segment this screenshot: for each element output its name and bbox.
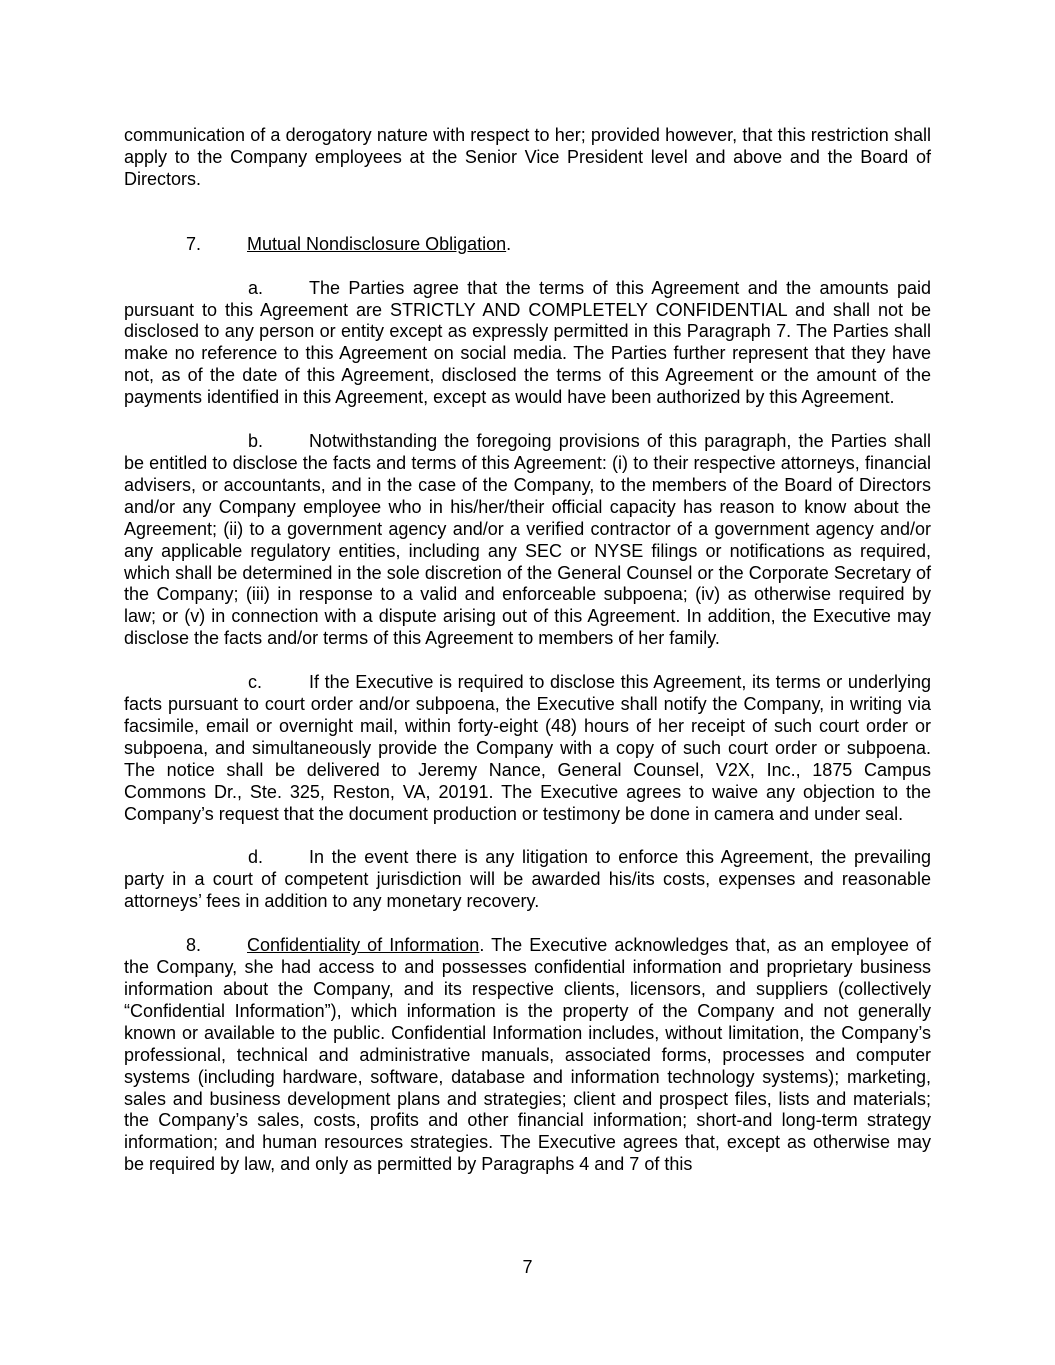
- page-number: 7: [522, 1257, 533, 1277]
- section-7-title-period: .: [506, 233, 512, 254]
- section-7b-paragraph: [124, 431, 931, 650]
- opening-paragraph: communication of a derogatory nature with respect to her; provided however, that this restriction shall apply to the Company employees at the Senior Vice President level and above and the Board of Directors.: [124, 125, 931, 189]
- section-8-paragraph: [124, 935, 931, 1176]
- section-8-text: . The Executive acknowledges that, as an employee of the Company, she had access to and possesses confidential information and proprietary business information about the Company, and its respective clients, licensors, and suppliers (collectively “Confidential Information”), which information is the property of the Company and not generally known or available to the public. Confidential Information includes, without limitation, the Company’s professional, technical and administrative manuals, associated forms, processes and computer systems (including hardware, software, database and information technology systems); marketing, sales and business development plans and strategies; client and prospect files, lists and materials; the Company’s sales, costs, profits and other financial information; short-and long-term strategy information; and human resources strategies. The Executive agrees that, except as otherwise may be required by law, and only as permitted by Paragraphs 4 and 7 of this: [124, 935, 931, 1175]
- section-7d-paragraph: [124, 847, 931, 913]
- section-7a-letter: a.: [248, 277, 264, 298]
- section-8-number: 8.: [186, 935, 202, 956]
- section-7-title: Mutual Nondisclosure Obligation: [247, 233, 507, 254]
- section-7c-letter: c.: [248, 672, 263, 693]
- section-7a-paragraph: [124, 278, 931, 409]
- section-7-number: 7.: [186, 233, 202, 254]
- section-7-heading: [124, 234, 931, 256]
- document-body: [124, 125, 931, 1176]
- section-7c-text: If the Executive is required to disclose this Agreement, its terms or underlying facts pursuant to court order and/or subpoena, the Executive shall notify the Company, in writing via facsimile, email or overnight mail, within forty-eight (48) hours of her receipt of such court order or subpoena, and simultaneously provide the Company with a copy of such court order or subpoena. The notice shall be delivered to Jeremy Nance, General Counsel, V2X, Inc., 1875 Campus Commons Dr., Ste. 325, Reston, VA, 20191. The Executive agrees to waive any objection to the Company’s request that the document production or testimony be done in camera and under seal.: [124, 672, 931, 824]
- section-7d-letter: d.: [248, 847, 264, 868]
- section-7b-text: Notwithstanding the foregoing provisions of this paragraph, the Parties shall be entitled to disclose the facts and terms of this Agreement: (i) to their respective attorneys, financial advisers, or accountants, and in the case of the Company, to the members of the Board of Directors and/or any Company employee who in his/her/their official capacity has reason to know about the Agreement; (ii) to a government agency and/or a verified contractor of a government agency and/or any applicable regulatory entities, including any SEC or NYSE filings or notifications as required, which shall be determined in the sole discretion of the General Counsel or the Corporate Secretary of the Company; (iii) in response to a valid and enforceable subpoena; (iv) as otherwise required by law; or (v) in connection with a dispute arising out of this Agreement. In addition, the Executive may disclose the facts and/or terms of this Agreement to members of her family.: [124, 431, 931, 649]
- section-7c-paragraph: [124, 672, 931, 825]
- section-7d-text: In the event there is any litigation to enforce this Agreement, the prevailing party in a court of competent jurisdiction will be awarded his/its costs, expenses and reasonable attorneys’ fees in addition to any monetary recovery.: [124, 847, 931, 912]
- section-7a-text: The Parties agree that the terms of this Agreement and the amounts paid pursuant to this Agreement are STRICTLY AND COMPLETELY CONFIDENTIAL and shall not be disclosed to any person or entity except as expressly permitted in this Paragraph 7. The Parties shall make no reference to this Agreement on social media. The Parties further represent that they have not, as of the date of this Agreement, disclosed the terms of this Agreement or the amount of the payments identified in this Agreement, except as would have been authorized by this Agreement.: [124, 277, 931, 408]
- section-8-title: Confidentiality of Information: [247, 935, 480, 956]
- section-7b-letter: b.: [248, 431, 264, 452]
